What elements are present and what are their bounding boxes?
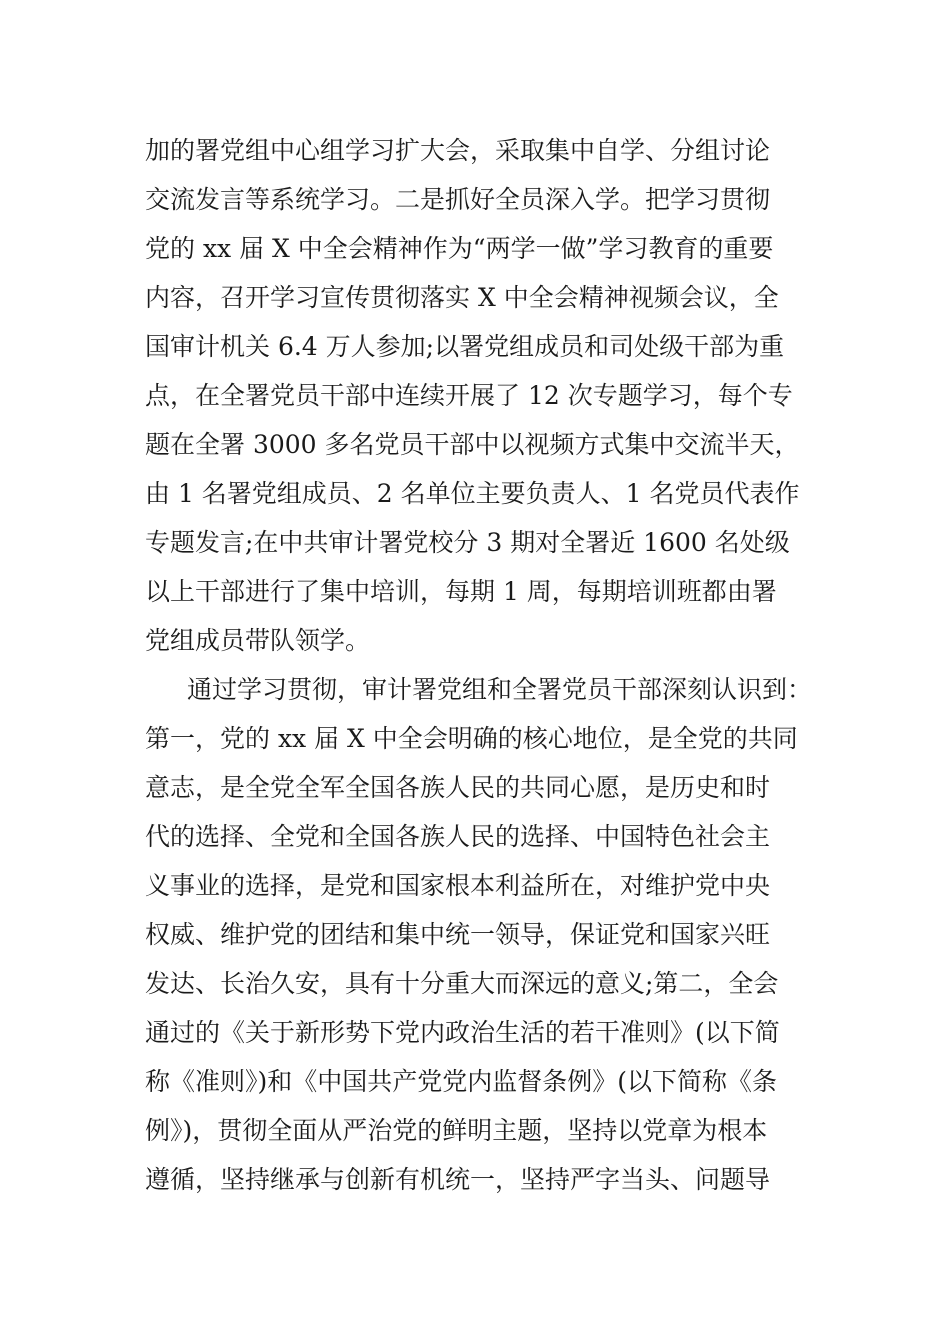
- document-body: [145, 126, 845, 1204]
- text-line: 代的选择、全党和全国各族人民的选择、中国特色社会主: [145, 822, 771, 851]
- paragraph-1: [145, 126, 845, 665]
- text-line: 通过的《关于新形势下党内政治生活的若干准则》(以下简: [145, 1018, 780, 1047]
- text-line: 交流发言等系统学习。二是抓好全员深入学。把学习贯彻: [145, 185, 771, 214]
- text-line: 意志，是全党全军全国各族人民的共同心愿，是历史和时: [145, 773, 771, 802]
- text-line: 由 1 名署党组成员、2 名单位主要负责人、1 名党员代表作: [145, 479, 800, 508]
- text-line: 义事业的选择，是党和国家根本利益所在，对维护党中央: [145, 871, 771, 900]
- text-line: 例》)，贯彻全面从严治党的鲜明主题，坚持以党章为根本: [145, 1116, 768, 1145]
- text-line: 内容，召开学习宣传贯彻落实 X 中全会精神视频会议，全: [145, 283, 779, 312]
- text-line: 遵循，坚持继承与创新有机统一，坚持严字当头、问题导: [145, 1165, 771, 1194]
- text-line: 发达、长治久安，具有十分重大而深远的意义;第二，全会: [145, 969, 779, 998]
- text-line: 党的 xx 届 X 中全会精神作为“两学一做”学习教育的重要: [145, 234, 774, 263]
- text-line: 权威、维护党的团结和集中统一领导，保证党和国家兴旺: [145, 920, 771, 949]
- text-line: 题在全署 3000 多名党员干部中以视频方式集中交流半天，: [145, 430, 800, 459]
- text-line: 称《准则》)和《中国共产党党内监督条例》(以下简称《条: [145, 1067, 778, 1096]
- text-line: 第一，党的 xx 届 X 中全会明确的核心地位，是全党的共同: [145, 724, 798, 753]
- text-line: 国审计机关 6.4 万人参加;以署党组成员和司处级干部为重: [145, 332, 785, 361]
- text-line: 以上干部进行了集中培训，每期 1 周，每期培训班都由署: [145, 577, 777, 606]
- text-line: 党组成员带队领学。: [145, 626, 371, 655]
- text-line: 加的署党组中心组学习扩大会，采取集中自学、分组讨论: [145, 136, 771, 165]
- text-line: 点，在全署党员干部中连续开展了 12 次专题学习，每个专: [145, 381, 793, 410]
- text-line: 专题发言;在中共审计署党校分 3 期对全署近 1600 名处级: [145, 528, 790, 557]
- paragraph-2: [145, 665, 845, 1204]
- text-line: 通过学习贯彻，审计署党组和全署党员干部深刻认识到：: [187, 675, 813, 704]
